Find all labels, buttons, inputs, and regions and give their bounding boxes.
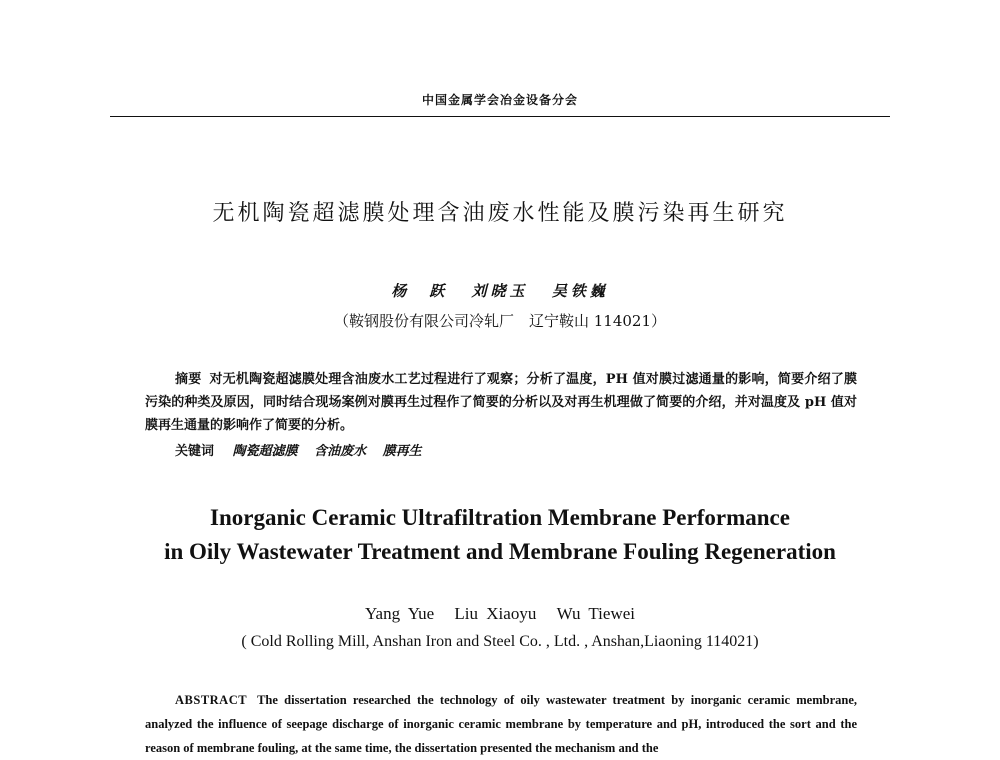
author-name: Yang Yue xyxy=(364,604,435,623)
english-title-line: Inorganic Ceramic Ultrafiltration Membrane Performance xyxy=(210,505,790,530)
chinese-abstract-text: 对无机陶瓷超滤膜处理含油废水工艺过程进行了观察；分析了温度，PH 值对膜过滤通量的影响，简要介绍了膜污染的种类及原因，同时结合现场案例对膜再生过程作了简要的分析以及对再生机理做了简要的介绍，并对温度及 pH 值对膜再生通量的影响作了简要的分析。 xyxy=(145,372,857,433)
chinese-affiliation: （鞍钢股份有限公司冷轧厂 辽宁鞍山 114021） xyxy=(333,312,667,330)
english-affiliation: ( Cold Rolling Mill, Anshan Iron and Steel Co. , Ltd. , Anshan,Liaoning 114021) xyxy=(241,633,759,650)
author-name: 吴铁巍 xyxy=(551,282,609,300)
english-authors xyxy=(0,604,1000,624)
author-name: 刘晓玉 xyxy=(471,282,529,300)
chinese-abstract xyxy=(145,368,857,437)
english-abstract-label: ABSTRACT xyxy=(175,693,248,707)
keywords-label: 关键词 xyxy=(175,444,215,459)
author-name: Liu Xiaoyu xyxy=(454,604,537,623)
author-name: 杨 跃 xyxy=(391,282,449,300)
english-title-line: in Oily Wastewater Treatment and Membrane Fouling Regeneration xyxy=(164,539,836,564)
english-title xyxy=(0,501,1000,569)
header-divider xyxy=(110,116,890,117)
keyword: 膜再生 xyxy=(382,444,422,459)
chinese-abstract-label: 摘要 xyxy=(175,372,202,387)
english-abstract-text: The dissertation researched the technology of oily wastewater treatment by inorganic ceramic membrane, analyzed the influence of seepage discharge of inorganic ceramic membrane by temperature and pH, introduced the sort and the reason of membrane fouling, at the same time, the dissertation presented the mechanism and the xyxy=(145,693,857,755)
english-abstract xyxy=(145,688,857,760)
chinese-keywords xyxy=(175,440,434,459)
chinese-title: 无机陶瓷超滤膜处理含油废水性能及膜污染再生研究 xyxy=(212,201,788,226)
keyword: 含油废水 xyxy=(314,444,367,459)
journal-header: 中国金属学会冶金设备分会 xyxy=(421,93,578,107)
keyword: 陶瓷超滤膜 xyxy=(232,444,298,459)
chinese-authors xyxy=(0,280,1000,301)
author-name: Wu Tiewei xyxy=(556,604,635,623)
